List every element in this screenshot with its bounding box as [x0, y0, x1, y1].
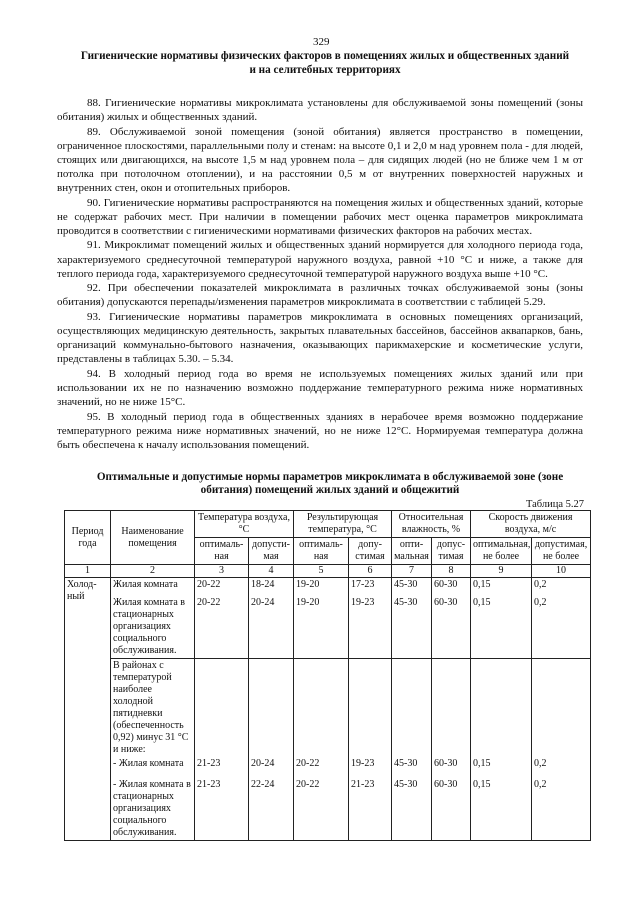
document-title-line1: Гигиенические нормативы физических факторов в помещениях жилых и общественных зданий — [80, 50, 570, 62]
table-row — [65, 578, 591, 593]
col-number: 2 — [111, 565, 195, 578]
temp-optimal: 21-23 — [195, 771, 249, 841]
subheader-humid-optimal: опти-мальная — [392, 538, 432, 565]
room-name: Жилая комната в стационарных организациях социального обслуживания. — [111, 592, 195, 659]
col-number: 1 — [65, 565, 111, 578]
header-air-speed: Скорость движения воздуха, м/с — [471, 511, 591, 538]
result-optimal — [294, 659, 349, 758]
table-label: Таблица 5.27 — [525, 499, 584, 510]
result-allowed — [349, 659, 392, 758]
col-number: 10 — [532, 565, 591, 578]
col-number: 5 — [294, 565, 349, 578]
document-title-line2: и на селитебных территориях — [249, 63, 401, 76]
paragraph-89: 89. Обслуживаемой зоной помещения (зоной обитания) является пространство в помещении, ограниченное плоскостями, параллельными полу и стенам: на высоте 0,1 и 2,0 м над уровнем пола - для людей, стоящих или двигающихся, на высоте 1,5 м над уровнем пола – для сидящих людей (но не ближе чем 1 м от потолка при потолочном отоплении), и на расстоянии 0,5 м от внутренних поверхностей наружных и внутренних стен, окон и отопительных приборов. — [57, 125, 583, 195]
result-allowed: 21-23 — [349, 771, 392, 841]
subheader-speed-allowed: допустимая, не более — [532, 538, 591, 565]
temp-allowed: 20-24 — [249, 592, 294, 659]
period-cell: Холод-ный — [65, 578, 111, 841]
result-optimal: 19-20 — [294, 592, 349, 659]
temp-optimal: 21-23 — [195, 757, 249, 771]
column-number-row — [65, 565, 591, 578]
result-optimal: 20-22 — [294, 757, 349, 771]
humid-allowed — [432, 659, 471, 758]
page-number: 329 — [313, 36, 330, 48]
col-number: 3 — [195, 565, 249, 578]
table-row — [65, 771, 591, 841]
speed-allowed: 0,2 — [532, 771, 591, 841]
result-optimal: 19-20 — [294, 578, 349, 593]
paragraph-93: 93. Гигиенические нормативы параметров микроклимата в основных помещениях организаций, осуществляющих медицинскую деятельность, закрытых плавательных бассейнов, бассейнов аквапарков, бань, организаций коммунально-бытового назначения, оказывающих парикмахерские и косметические услуги, представлены в таблицах 5.30. – 5.34. — [57, 310, 583, 366]
speed-allowed: 0,2 — [532, 578, 591, 593]
speed-optimal: 0,15 — [471, 771, 532, 841]
subheader-temp-optimal: оптималь-ная — [195, 538, 249, 565]
table-header-row — [65, 511, 591, 538]
subheader-speed-optimal: оптимальная, не более — [471, 538, 532, 565]
humid-allowed: 60-30 — [432, 771, 471, 841]
col-number: 8 — [432, 565, 471, 578]
paragraph-88: 88. Гигиенические нормативы микроклимата установлены для обслуживаемой зоны помещений (зоны обитания) жилых и общественных зданий. — [57, 97, 583, 124]
temp-allowed: 20-24 — [249, 757, 294, 771]
paragraph-95: 95. В холодный период года в общественных зданиях в нерабочее время возможно поддержание температурного режима ниже нормативных значений, но не ниже 12°С. Нормируемая температура должна быть обеспечена к началу использования помещений. — [57, 410, 583, 451]
paragraph-92: 92. При обеспечении показателей микроклимата в различных точках обслуживаемой зоны (зоны обитания) допускаются перепады/изменения параметров микроклимата в соответствии с таблицей 5.29. — [57, 282, 583, 309]
humid-allowed: 60-30 — [432, 578, 471, 593]
header-name: Наименование помещения — [111, 511, 195, 565]
col-number: 9 — [471, 565, 532, 578]
speed-allowed: 0,2 — [532, 757, 591, 771]
speed-allowed: 0,2 — [532, 592, 591, 659]
table-row — [65, 659, 591, 758]
result-optimal: 20-22 — [294, 771, 349, 841]
header-result-temperature: Результирующая температура, °С — [294, 511, 392, 538]
room-name: Жилая комната — [111, 578, 195, 593]
header-humidity: Относительная влажность, % — [392, 511, 471, 538]
humid-optimal: 45-30 — [392, 592, 432, 659]
speed-optimal — [471, 659, 532, 758]
paragraph-91: 91. Микроклимат помещений жилых и общественных зданий нормируется для холодного периода года, характеризуемого среднесуточной температурой наружного воздуха, равной +10 °С и ниже, а также для теплого периода года, характеризуемого среднесуточной температурой наружного воздуха выше +10 °С. — [57, 239, 583, 280]
room-name: В районах с температурой наиболее холодной пятидневки (обеспеченность 0,92) минус 31 °С и ниже: — [111, 659, 195, 758]
speed-allowed — [532, 659, 591, 758]
subheader-temp-allowed: допусти-мая — [249, 538, 294, 565]
paragraph-90: 90. Гигиенические нормативы распространяются на помещения жилых и общественных зданий, которые не содержат рабочих мест. При наличии в помещении рабочих мест оценка параметров микроклимата проводится в соответствии с гигиеническими нормативами физических факторов на рабочих местах. — [57, 196, 583, 237]
header-period: Период года — [65, 511, 111, 565]
humid-optimal: 45-30 — [392, 771, 432, 841]
temp-allowed — [249, 659, 294, 758]
temp-optimal: 20-22 — [195, 578, 249, 593]
humid-allowed: 60-30 — [432, 757, 471, 771]
result-allowed: 19-23 — [349, 592, 392, 659]
room-name: - Жилая комната — [111, 757, 195, 771]
microclimate-table — [64, 510, 591, 841]
temp-optimal: 20-22 — [195, 592, 249, 659]
result-allowed: 19-23 — [349, 757, 392, 771]
col-number: 7 — [392, 565, 432, 578]
speed-optimal: 0,15 — [471, 757, 532, 771]
body-text — [57, 96, 583, 452]
speed-optimal: 0,15 — [471, 592, 532, 659]
humid-optimal: 45-30 — [392, 578, 432, 593]
humid-optimal: 45-30 — [392, 757, 432, 771]
col-number: 4 — [249, 565, 294, 578]
result-allowed: 17-23 — [349, 578, 392, 593]
document-title — [55, 50, 595, 77]
speed-optimal: 0,15 — [471, 578, 532, 593]
col-number: 6 — [349, 565, 392, 578]
table-row — [65, 592, 591, 659]
header-temperature: Температура воздуха, °С — [195, 511, 294, 538]
subheader-result-optimal: оптималь-ная — [294, 538, 349, 565]
temp-allowed: 18-24 — [249, 578, 294, 593]
humid-allowed: 60-30 — [432, 592, 471, 659]
subheader-humid-allowed: допус-тимая — [432, 538, 471, 565]
room-name: - Жилая комната в стационарных организациях социального обслуживания. — [111, 771, 195, 841]
temp-allowed: 22-24 — [249, 771, 294, 841]
table-row — [65, 757, 591, 771]
subheader-result-allowed: допу-стимая — [349, 538, 392, 565]
temp-optimal — [195, 659, 249, 758]
table-title: Оптимальные и допустимые нормы параметров микроклимата в обслуживаемой зоне (зоне обитания) помещений жилых зданий и общежитий — [96, 471, 564, 496]
humid-optimal — [392, 659, 432, 758]
paragraph-94: 94. В холодный период года во время не используемых помещениях жилых зданий или при использовании их не по назначению возможно поддержание температурного режима ниже нормативных значений, но не ниже 15°С. — [57, 367, 583, 408]
